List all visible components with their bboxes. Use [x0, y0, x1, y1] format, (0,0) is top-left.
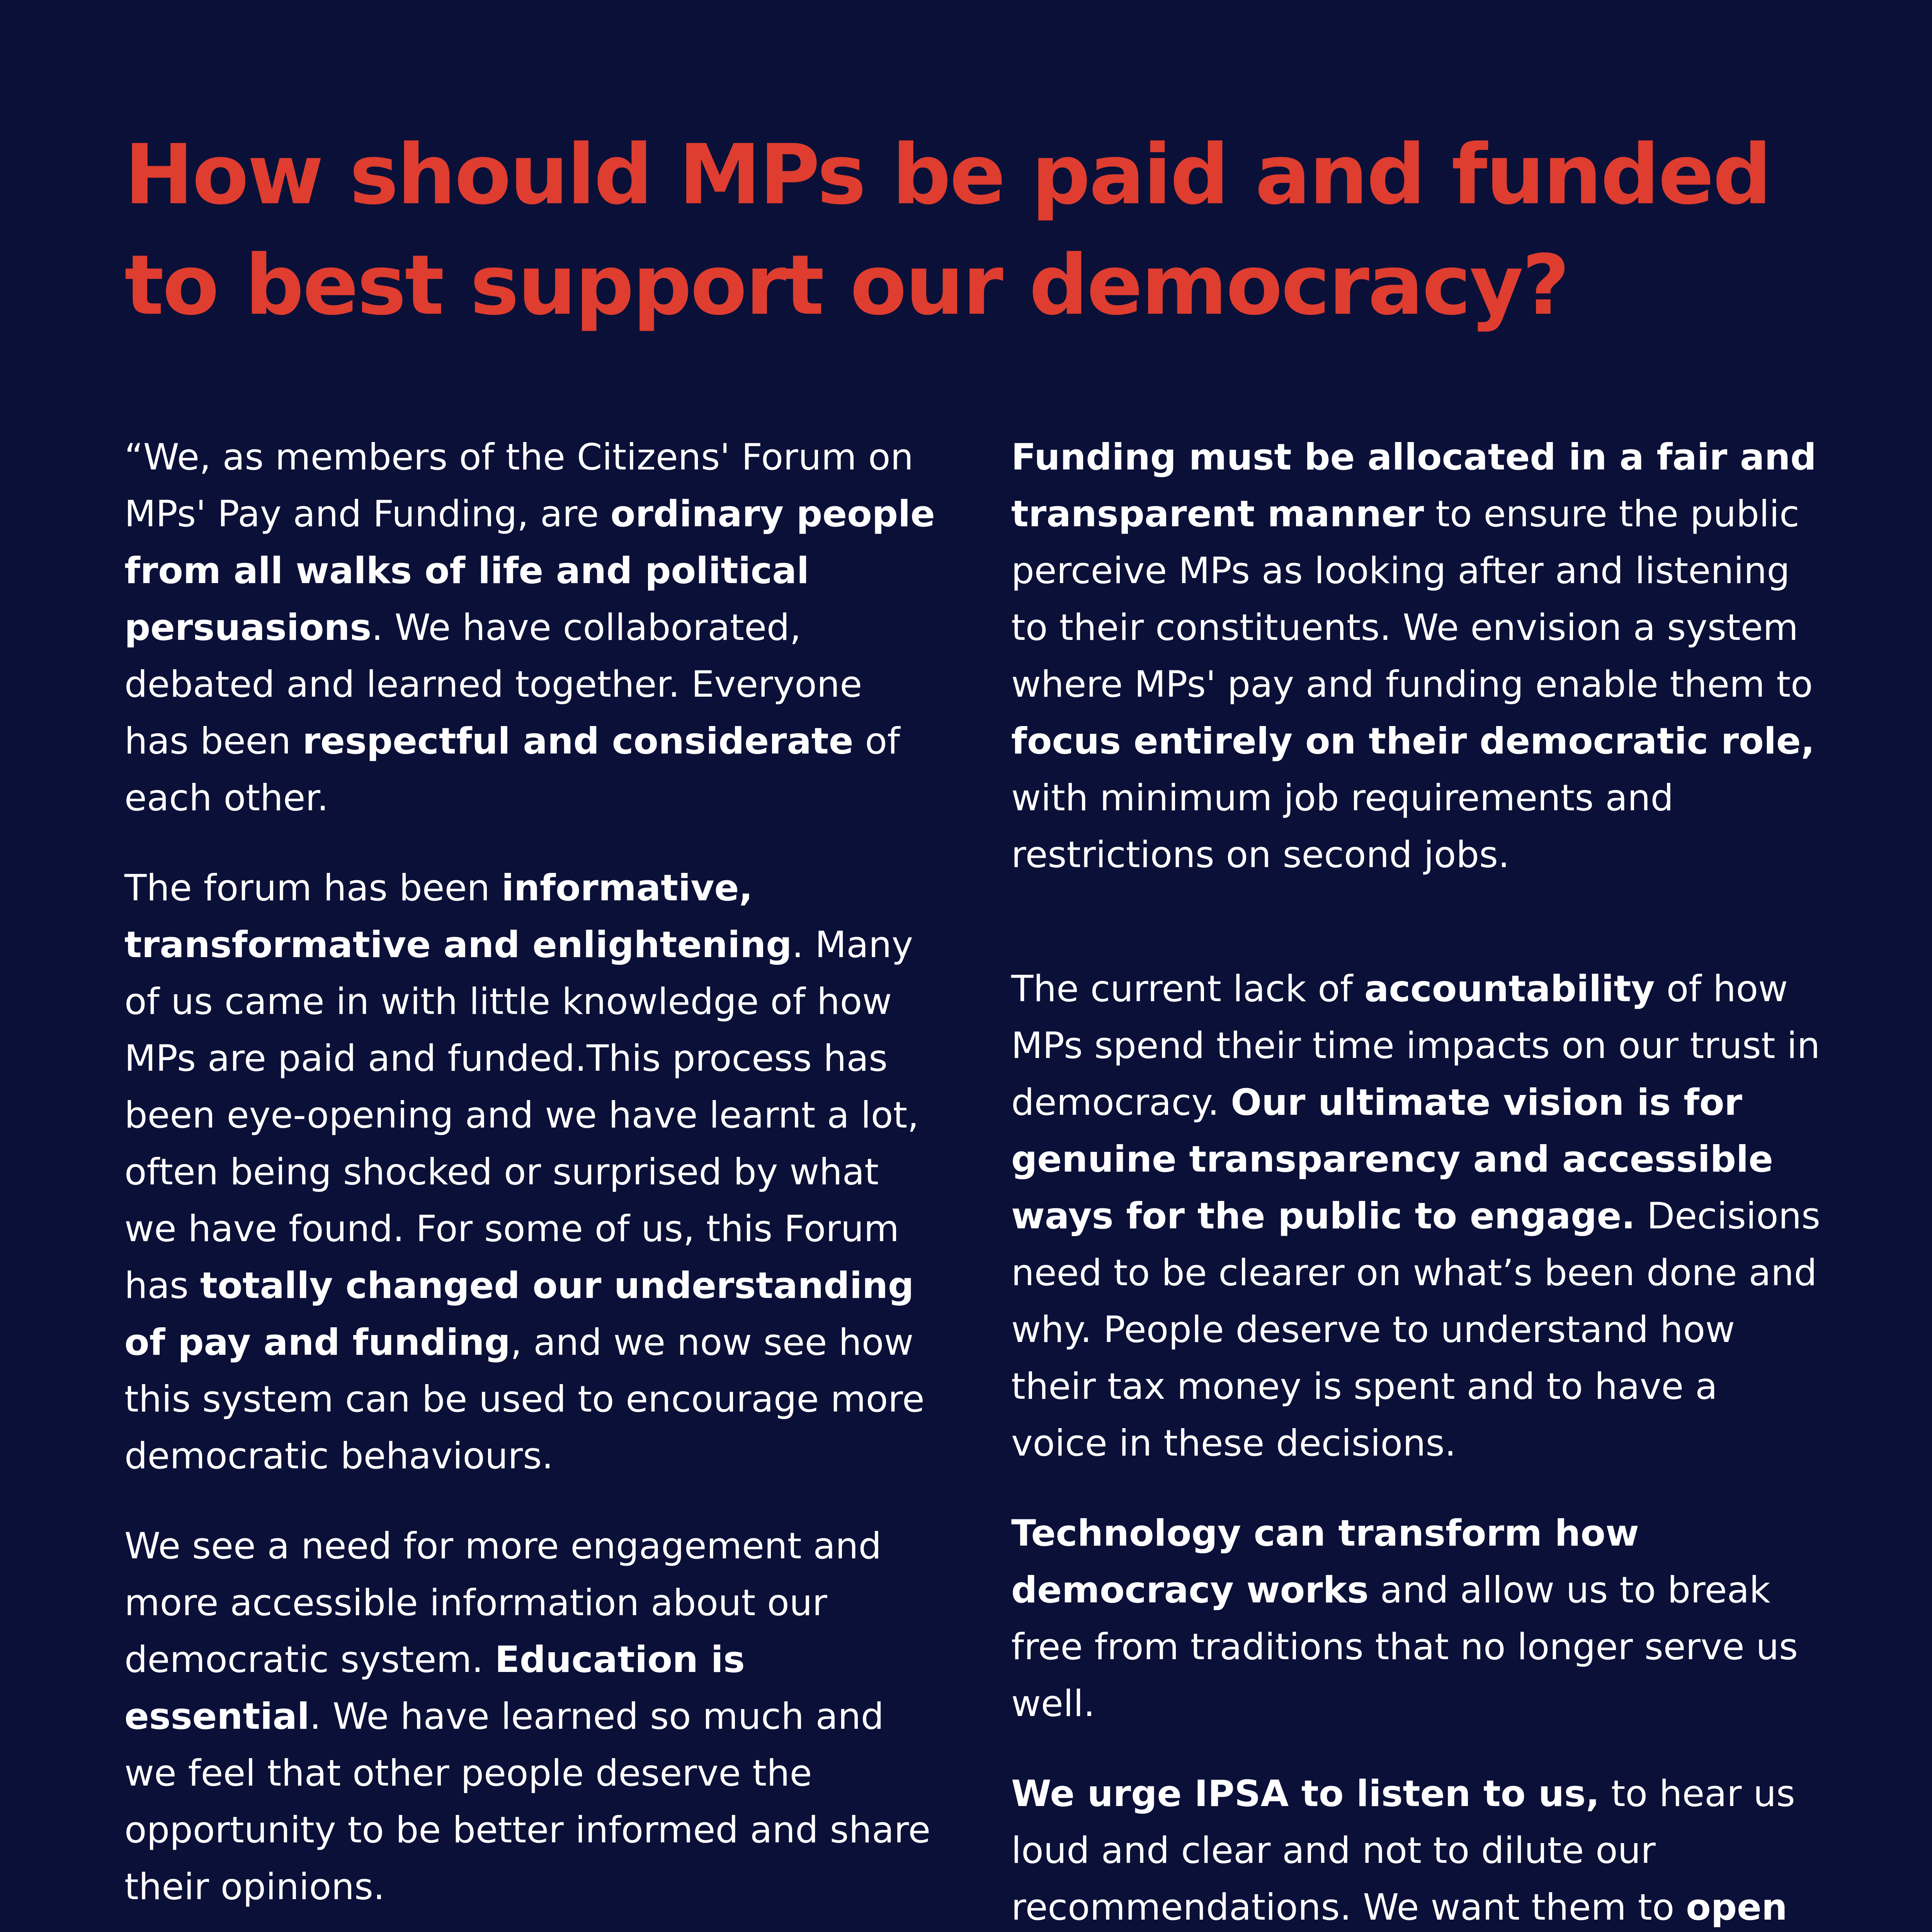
text-run: to ensure the public perceive MPs as looking after and listening to their constituents. We envision a system where MPs' pay and funding enable them to: [1011, 493, 1813, 706]
page-title: How should MPs be paid and funded to best support our democracy?: [124, 127, 1770, 333]
paragraph-forum-experience: [124, 860, 936, 1485]
text-run: . We have learned so much and we feel that other people deserve the opportunity to be better informed and share their opinions.: [124, 1696, 931, 1908]
text-run: Decisions need to be clearer on what’s been done and why. People deserve to understand how their tax money is spent and to have a voice in these decisions.: [1011, 1195, 1821, 1464]
text-run: of how MPs spend their time impacts on our trust in democracy.: [1011, 968, 1820, 1124]
emphasis-text: Education is essential: [124, 1639, 745, 1738]
emphasis-text: respectful and considerate: [302, 720, 854, 762]
text-run: “We, as members of the Citizens' Forum on MPs' Pay and Funding, are: [124, 436, 913, 535]
text-run: . We have collaborated, debated and learned together. Everyone has been: [124, 607, 862, 762]
emphasis-text: focus entirely on their democratic role,: [1011, 720, 1815, 762]
emphasis-text: accountability: [1364, 968, 1655, 1010]
paragraph-ipsa: [1011, 1765, 1823, 1932]
paragraph-education: [124, 1518, 936, 1915]
emphasis-text: Our ultimate vision is for genuine transparency and accessible ways for the public to engage.: [1011, 1082, 1773, 1237]
text-run: with minimum job requirements and restrictions on second jobs.: [1011, 777, 1674, 876]
text-run: of each other.: [124, 720, 900, 819]
emphasis-text: Technology can transform how democracy works: [1011, 1512, 1639, 1611]
paragraph-fair-funding: [1011, 429, 1823, 883]
emphasis-text: Funding must be allocated in a fair and transparent manner: [1011, 436, 1816, 535]
paragraph-technology: [1011, 1505, 1823, 1732]
emphasis-text: We urge IPSA to listen to us,: [1011, 1773, 1600, 1815]
text-run: The forum has been: [124, 867, 502, 909]
emphasis-text: ordinary people from all walks of life and political persuasions: [124, 493, 935, 649]
text-run: , and we now see how this system can be used to encourage more democratic behaviours.: [124, 1321, 925, 1477]
emphasis-text: open: [1686, 1886, 1787, 1929]
text-run: We see a need for more engagement and more accessible information about our democratic system.: [124, 1525, 882, 1681]
right-column: [1011, 429, 1823, 1932]
text-run: to hear us loud and clear and not to dilute our recommendations. We want them to: [1011, 1773, 1795, 1929]
emphasis-text: totally changed our understanding of pay and funding: [124, 1265, 914, 1364]
paragraph-accountability: [1011, 961, 1823, 1472]
text-run: and allow us to break free from traditions that no longer serve us well.: [1011, 1569, 1798, 1725]
text-run: . Many of us came in with little knowledge of how MPs are paid and funded.This process has been eye-opening and we have learnt a lot, often being shocked or surprised by what we have found. For some of us, this Forum has: [124, 924, 919, 1307]
left-column: [124, 429, 936, 1932]
emphasis-text: informative, transformative and enlightening: [124, 867, 792, 966]
text-run: The current lack of: [1011, 968, 1364, 1010]
paragraph-forum-members: [124, 429, 936, 827]
